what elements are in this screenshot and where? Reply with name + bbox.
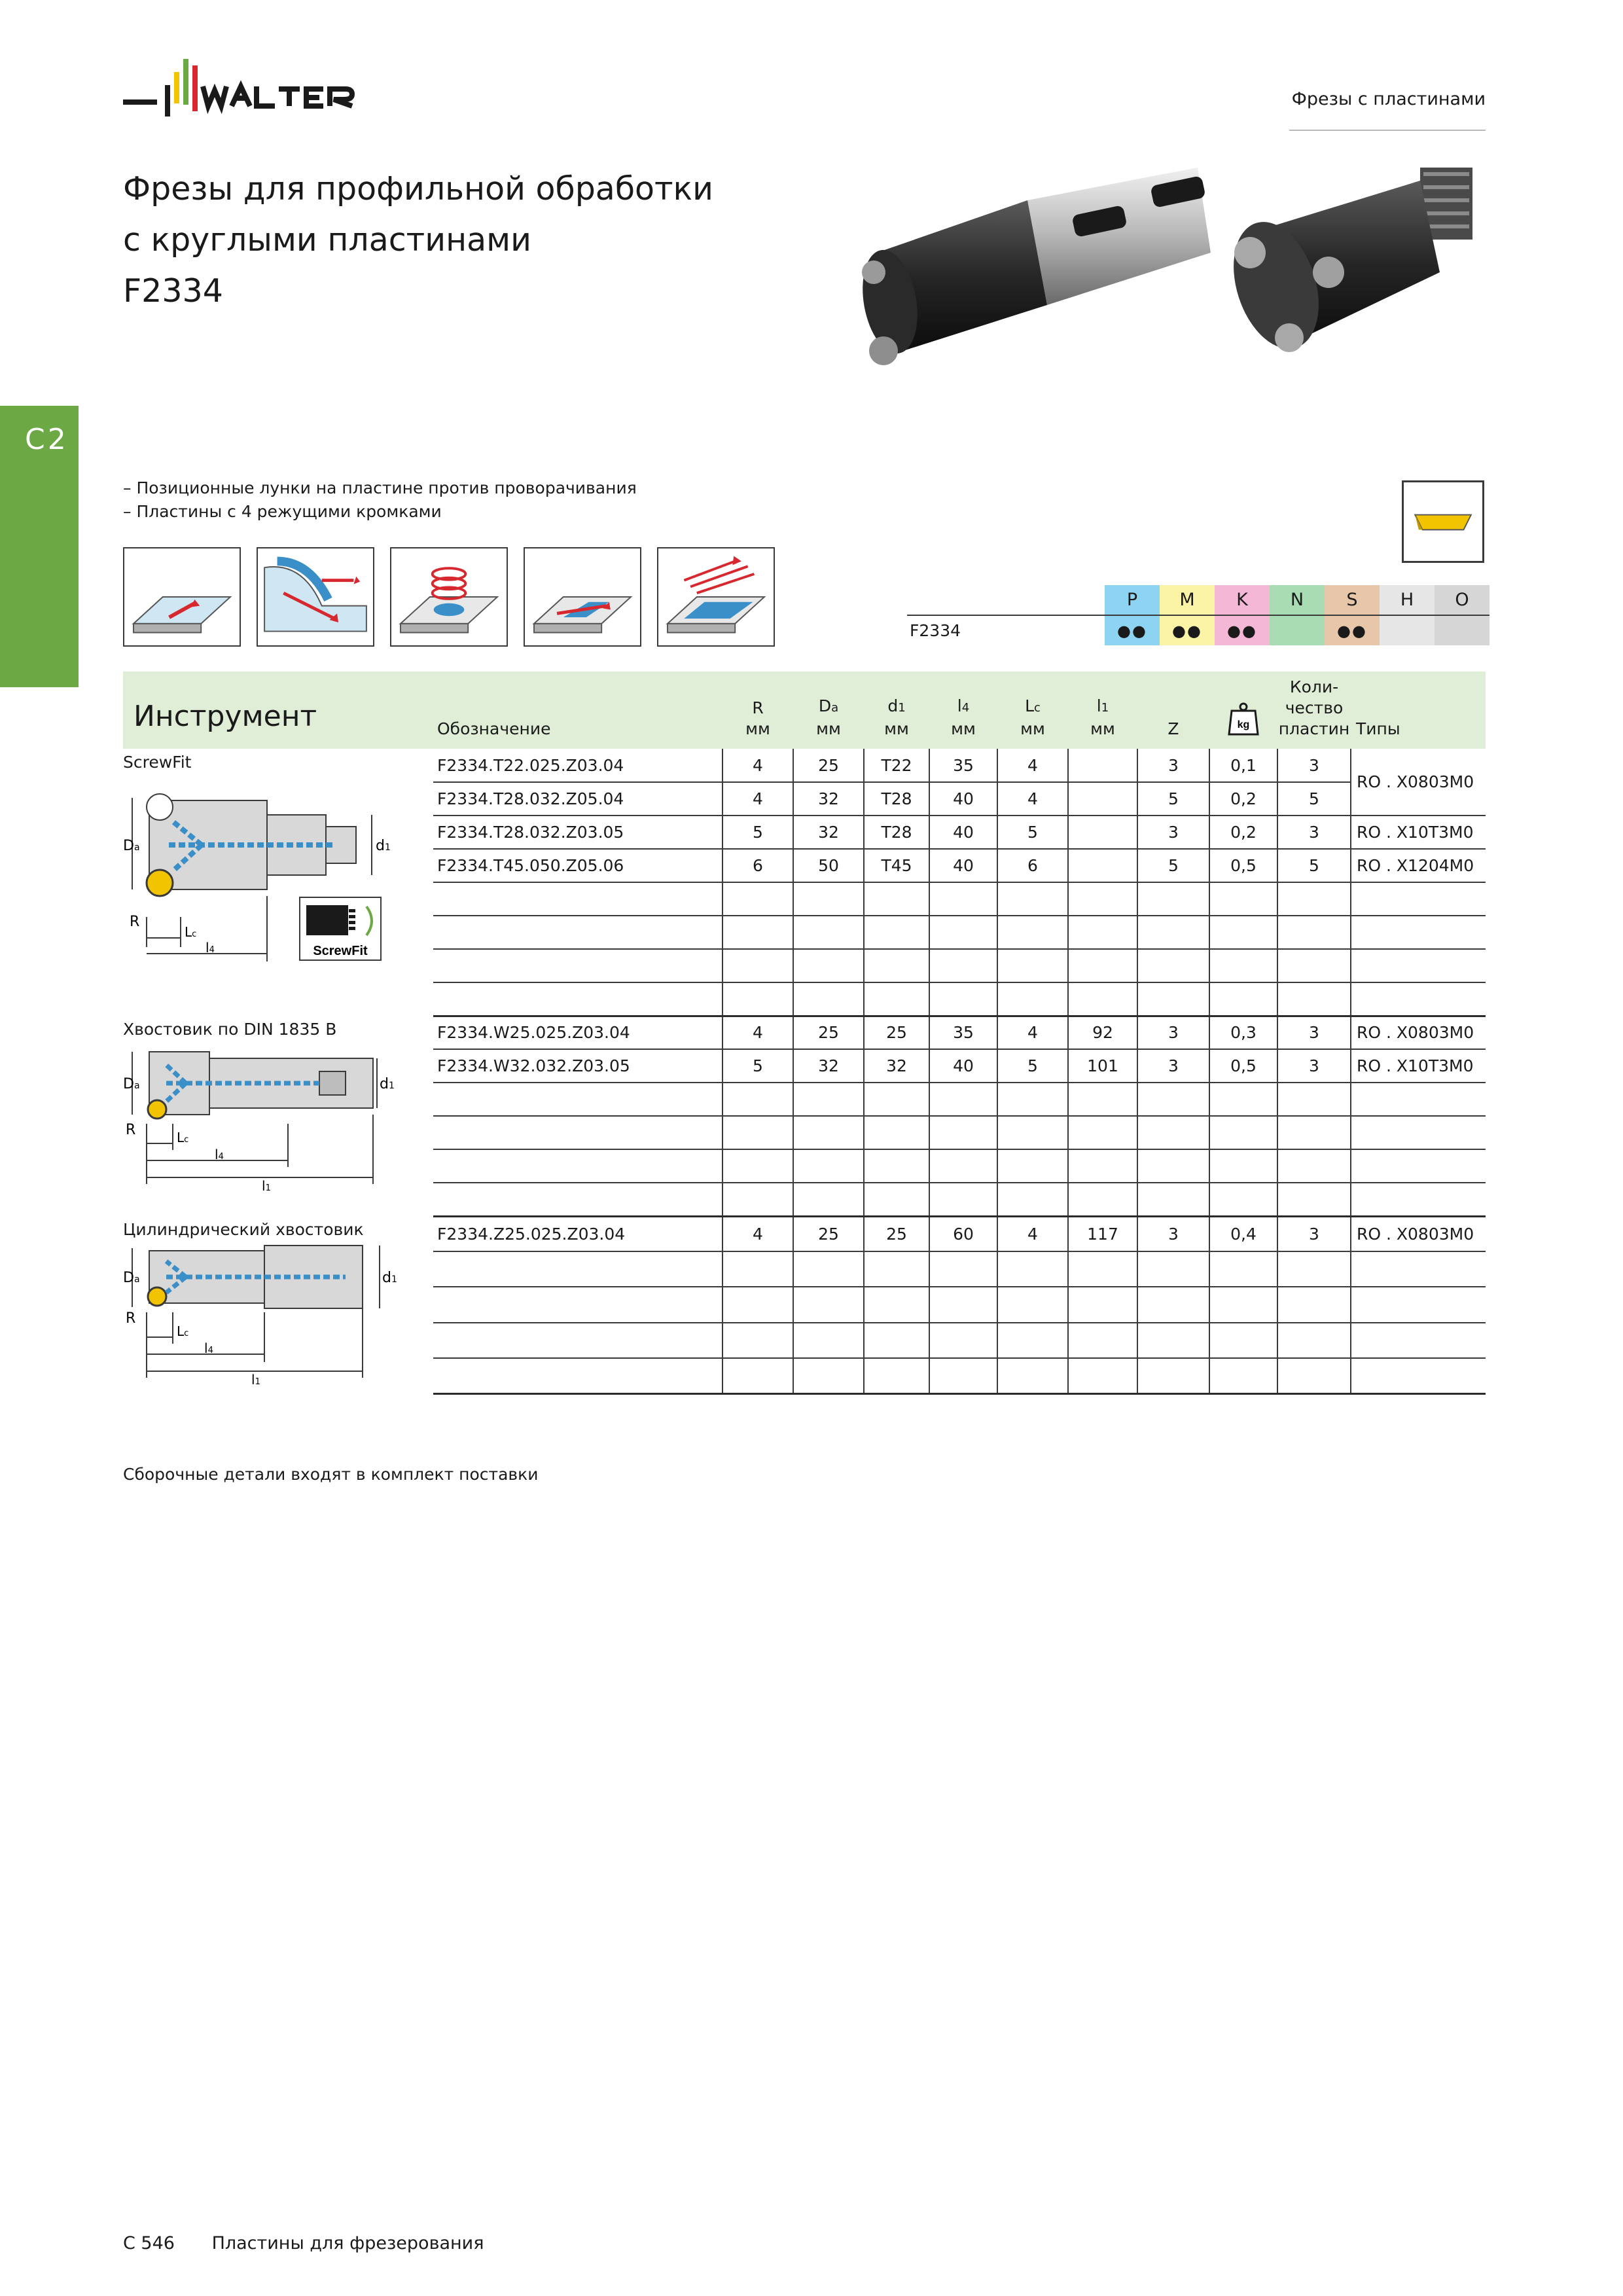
cell-r: 4 bbox=[722, 1016, 793, 1049]
feature-list bbox=[123, 476, 637, 524]
header-z: Z bbox=[1137, 672, 1209, 749]
cell-l4: 40 bbox=[929, 849, 997, 882]
material-suitability bbox=[1270, 615, 1325, 645]
cell-l4: 40 bbox=[929, 1049, 997, 1083]
svg-text:Da: Da bbox=[123, 838, 140, 854]
cell-da: 25 bbox=[793, 1216, 864, 1251]
weight-icon bbox=[1228, 702, 1259, 736]
feature-item: – Позиционные лунки на пластине против проворачивания bbox=[123, 478, 637, 497]
ramping-icon bbox=[524, 547, 641, 647]
cell-l1: 117 bbox=[1068, 1216, 1137, 1251]
cell-count: 5 bbox=[1277, 782, 1351, 816]
svg-text:d1: d1 bbox=[382, 1270, 397, 1286]
cell-da: 25 bbox=[793, 1016, 864, 1049]
cell-l4: 40 bbox=[929, 782, 997, 816]
cell-kg: 0,2 bbox=[1209, 782, 1277, 816]
material-suitability: ●● bbox=[1215, 615, 1270, 645]
material-row-label: F2334 bbox=[907, 615, 1105, 645]
cell-count: 3 bbox=[1277, 1049, 1351, 1083]
cell-code: F2334.T28.032.Z05.04 bbox=[433, 782, 722, 816]
cell-type: RO . X0803M0 bbox=[1351, 1216, 1486, 1251]
cell-code: F2334.T22.025.Z03.04 bbox=[433, 749, 722, 782]
header-da: Da мм bbox=[793, 672, 864, 749]
material-group-header: H bbox=[1380, 585, 1435, 615]
material-group-header: K bbox=[1215, 585, 1270, 615]
group-name: Хвостовик по DIN 1835 B bbox=[123, 1020, 337, 1039]
material-suitability: ●● bbox=[1160, 615, 1215, 645]
cell-count: 3 bbox=[1277, 1016, 1351, 1049]
svg-text:Da: Da bbox=[123, 1076, 140, 1092]
cell-l1 bbox=[1068, 782, 1137, 816]
cell-l1 bbox=[1068, 816, 1137, 849]
cell-lc: 4 bbox=[997, 782, 1068, 816]
cell-type: RO . X10T3M0 bbox=[1351, 1049, 1486, 1083]
walter-logo bbox=[123, 59, 398, 131]
cell-da: 32 bbox=[793, 782, 864, 816]
svg-text:Lc: Lc bbox=[177, 1323, 189, 1339]
cell-kg: 0,5 bbox=[1209, 1049, 1277, 1083]
title-line-1: Фрезы для профильной обработки bbox=[123, 170, 714, 207]
cell-type: RO . X0803M0 bbox=[1351, 749, 1486, 816]
feature-item: – Пластины с 4 режущими кромками bbox=[123, 502, 442, 521]
cell-d1: 25 bbox=[864, 1216, 929, 1251]
table-row bbox=[123, 749, 1486, 782]
cell-lc: 4 bbox=[997, 1016, 1068, 1049]
header-insert-count: Коли- чество пластин bbox=[1277, 672, 1351, 749]
cell-da: 50 bbox=[793, 849, 864, 882]
page-title bbox=[123, 164, 713, 317]
cell-count: 3 bbox=[1277, 1216, 1351, 1251]
group-cylindrical-shank bbox=[123, 1216, 433, 1393]
title-line-3: F2334 bbox=[123, 272, 223, 310]
footnote: Сборочные детали входят в комплект поставки bbox=[123, 1465, 539, 1484]
svg-text:l4: l4 bbox=[215, 1147, 224, 1162]
cell-d1: 32 bbox=[864, 1049, 929, 1083]
cell-type: RO . X1204M0 bbox=[1351, 849, 1486, 882]
cell-lc: 4 bbox=[997, 1216, 1068, 1251]
header-l4: l4 мм bbox=[929, 672, 997, 749]
cell-lc: 4 bbox=[997, 749, 1068, 782]
material-suitability bbox=[1435, 615, 1489, 645]
table-row bbox=[123, 1016, 1486, 1049]
cell-code: F2334.W32.032.Z03.05 bbox=[433, 1049, 722, 1083]
cell-code: F2334.T45.050.Z05.06 bbox=[433, 849, 722, 882]
tool-table bbox=[123, 672, 1486, 1395]
cell-d1: T22 bbox=[864, 749, 929, 782]
cell-r: 4 bbox=[722, 749, 793, 782]
page-footer bbox=[123, 2233, 515, 2253]
din1835b-shank-drawing bbox=[123, 1039, 398, 1196]
material-group-header: O bbox=[1435, 585, 1489, 615]
cell-r: 5 bbox=[722, 816, 793, 849]
cell-l4: 35 bbox=[929, 749, 997, 782]
cell-code: F2334.T28.032.Z03.05 bbox=[433, 816, 722, 849]
svg-text:ScrewFit: ScrewFit bbox=[313, 944, 368, 958]
cell-type: RO . X0803M0 bbox=[1351, 1016, 1486, 1049]
screwfit-drawing bbox=[123, 772, 398, 988]
cell-r: 5 bbox=[722, 1049, 793, 1083]
material-group-header: P bbox=[1105, 585, 1160, 615]
cell-lc: 6 bbox=[997, 849, 1068, 882]
cell-d1: T28 bbox=[864, 782, 929, 816]
header-d1: d1 мм bbox=[864, 672, 929, 749]
cell-count: 5 bbox=[1277, 849, 1351, 882]
svg-text:Lc: Lc bbox=[185, 924, 197, 940]
table-header-row bbox=[123, 672, 1486, 749]
modular-cutter-photo bbox=[1219, 168, 1472, 360]
face-milling-icon bbox=[123, 547, 241, 647]
cell-z: 5 bbox=[1137, 782, 1209, 816]
cell-d1: T28 bbox=[864, 816, 929, 849]
group-name: ScrewFit bbox=[123, 753, 192, 772]
svg-text:l4: l4 bbox=[204, 1340, 213, 1356]
svg-text:R: R bbox=[126, 1122, 136, 1138]
cell-l1: 101 bbox=[1068, 1049, 1137, 1083]
cell-r: 6 bbox=[722, 849, 793, 882]
cell-kg: 0,1 bbox=[1209, 749, 1277, 782]
svg-text:d1: d1 bbox=[380, 1076, 395, 1092]
cell-kg: 0,4 bbox=[1209, 1216, 1277, 1251]
pocket-milling-icon bbox=[657, 547, 775, 647]
cell-z: 3 bbox=[1137, 749, 1209, 782]
cell-l4: 60 bbox=[929, 1216, 997, 1251]
screwfit-cutter-photo bbox=[855, 168, 1211, 365]
cell-l1 bbox=[1068, 849, 1137, 882]
header-rule bbox=[1289, 130, 1486, 131]
cell-type: RO . X10T3M0 bbox=[1351, 816, 1486, 849]
header-types: Типы bbox=[1351, 672, 1486, 749]
cell-z: 3 bbox=[1137, 1216, 1209, 1251]
svg-text:R: R bbox=[126, 1310, 136, 1327]
material-groups-table bbox=[907, 585, 1489, 645]
cell-count: 3 bbox=[1277, 749, 1351, 782]
title-line-2: с круглыми пластинами bbox=[123, 221, 531, 259]
contour-milling-icon bbox=[257, 547, 374, 647]
cell-z: 3 bbox=[1137, 1049, 1209, 1083]
header-section-title: Фрезы с пластинами bbox=[1291, 89, 1486, 109]
svg-text:d1: d1 bbox=[376, 838, 391, 854]
cell-d1: T45 bbox=[864, 849, 929, 882]
cell-lc: 5 bbox=[997, 1049, 1068, 1083]
svg-text:R: R bbox=[130, 914, 140, 930]
cell-da: 25 bbox=[793, 749, 864, 782]
cell-kg: 0,3 bbox=[1209, 1016, 1277, 1049]
material-group-header: N bbox=[1270, 585, 1325, 615]
cell-d1: 25 bbox=[864, 1016, 929, 1049]
screwfit-badge-icon bbox=[300, 897, 381, 960]
header-r: R мм bbox=[722, 672, 793, 749]
chapter-tab-label: C2 bbox=[25, 423, 69, 456]
footer-section: Пластины для фрезерования bbox=[211, 2233, 484, 2253]
round-insert-icon bbox=[1402, 480, 1484, 563]
material-suitability bbox=[1380, 615, 1435, 645]
header-weight bbox=[1209, 672, 1277, 749]
cell-da: 32 bbox=[793, 1049, 864, 1083]
cell-l4: 40 bbox=[929, 816, 997, 849]
page-number: C 546 bbox=[123, 2233, 175, 2253]
cell-z: 3 bbox=[1137, 816, 1209, 849]
cell-r: 4 bbox=[722, 1216, 793, 1251]
cell-code: F2334.W25.025.Z03.04 bbox=[433, 1016, 722, 1049]
cell-lc: 5 bbox=[997, 816, 1068, 849]
cell-da: 32 bbox=[793, 816, 864, 849]
header-designation: Обозначение bbox=[433, 672, 722, 749]
svg-text:Da: Da bbox=[123, 1270, 140, 1286]
cell-z: 5 bbox=[1137, 849, 1209, 882]
header-lc: Lc мм bbox=[997, 672, 1068, 749]
table-row bbox=[123, 1216, 1486, 1251]
helical-interpolation-icon bbox=[390, 547, 508, 647]
svg-text:Lc: Lc bbox=[177, 1130, 189, 1145]
cell-kg: 0,5 bbox=[1209, 849, 1277, 882]
material-group-header: S bbox=[1325, 585, 1380, 615]
cylindrical-shank-drawing bbox=[123, 1239, 398, 1390]
cell-l4: 35 bbox=[929, 1016, 997, 1049]
svg-text:l4: l4 bbox=[205, 940, 215, 956]
cell-kg: 0,2 bbox=[1209, 816, 1277, 849]
group-screwfit bbox=[123, 749, 433, 1016]
group-name: Цилиндрический хвостовик bbox=[123, 1220, 364, 1239]
material-suitability: ●● bbox=[1105, 615, 1160, 645]
cell-code: F2334.Z25.025.Z03.04 bbox=[433, 1216, 722, 1251]
cell-l1 bbox=[1068, 749, 1137, 782]
cell-count: 3 bbox=[1277, 816, 1351, 849]
group-din1835b bbox=[123, 1016, 433, 1216]
header-instrument: Инструмент bbox=[123, 672, 433, 749]
material-group-header: M bbox=[1160, 585, 1215, 615]
cell-r: 4 bbox=[722, 782, 793, 816]
product-photos bbox=[831, 154, 1492, 390]
svg-text:l1: l1 bbox=[251, 1372, 260, 1388]
material-suitability: ●● bbox=[1325, 615, 1380, 645]
cell-l1: 92 bbox=[1068, 1016, 1137, 1049]
header-l1: l1 мм bbox=[1068, 672, 1137, 749]
cell-z: 3 bbox=[1137, 1016, 1209, 1049]
svg-text:kg: kg bbox=[1237, 719, 1250, 730]
svg-text:l1: l1 bbox=[262, 1178, 271, 1194]
